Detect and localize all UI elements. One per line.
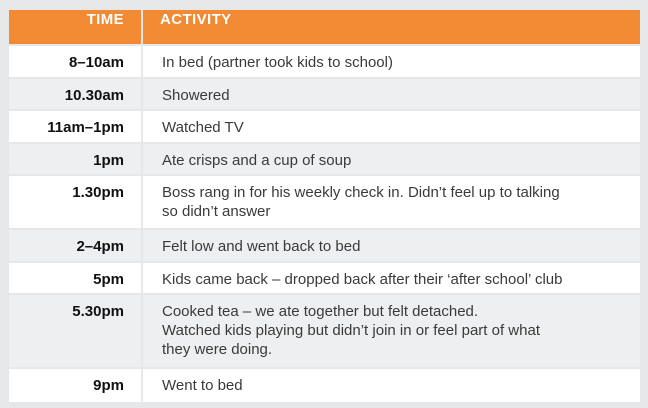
activity-diary-table [9, 10, 640, 402]
table-row [9, 229, 640, 262]
table-row [9, 368, 640, 402]
table-row [9, 110, 640, 143]
time-cell: 1pm [9, 143, 142, 176]
table-row [9, 45, 640, 78]
time-cell: 10.30am [9, 78, 142, 111]
table-row [9, 294, 640, 368]
activity-cell: Ate crisps and a cup of soup [142, 143, 640, 176]
time-cell: 5.30pm [9, 294, 142, 368]
time-cell: 8–10am [9, 45, 142, 78]
activity-cell: Felt low and went back to bed [142, 229, 640, 262]
activity-column-header: ACTIVITY [142, 10, 640, 45]
activity-cell: In bed (partner took kids to school) [142, 45, 640, 78]
time-column-header: TIME [9, 10, 142, 45]
activity-cell: Kids came back – dropped back after their ‘after school’ club [142, 262, 640, 295]
table-header-row [9, 10, 640, 45]
table-row [9, 262, 640, 295]
time-cell: 2–4pm [9, 229, 142, 262]
table-row [9, 143, 640, 176]
time-cell: 11am–1pm [9, 110, 142, 143]
activity-cell: Boss rang in for his weekly check in. Didn’t feel up to talking so didn’t answer [142, 175, 640, 229]
activity-cell: Watched TV [142, 110, 640, 143]
time-cell: 9pm [9, 368, 142, 402]
table-row [9, 78, 640, 111]
activity-cell: Cooked tea – we ate together but felt detached. Watched kids playing but didn’t join in or feel part of what they were doing. [142, 294, 640, 368]
table-row [9, 175, 640, 229]
activity-cell: Showered [142, 78, 640, 111]
time-cell: 5pm [9, 262, 142, 295]
time-cell: 1.30pm [9, 175, 142, 229]
activity-cell: Went to bed [142, 368, 640, 402]
